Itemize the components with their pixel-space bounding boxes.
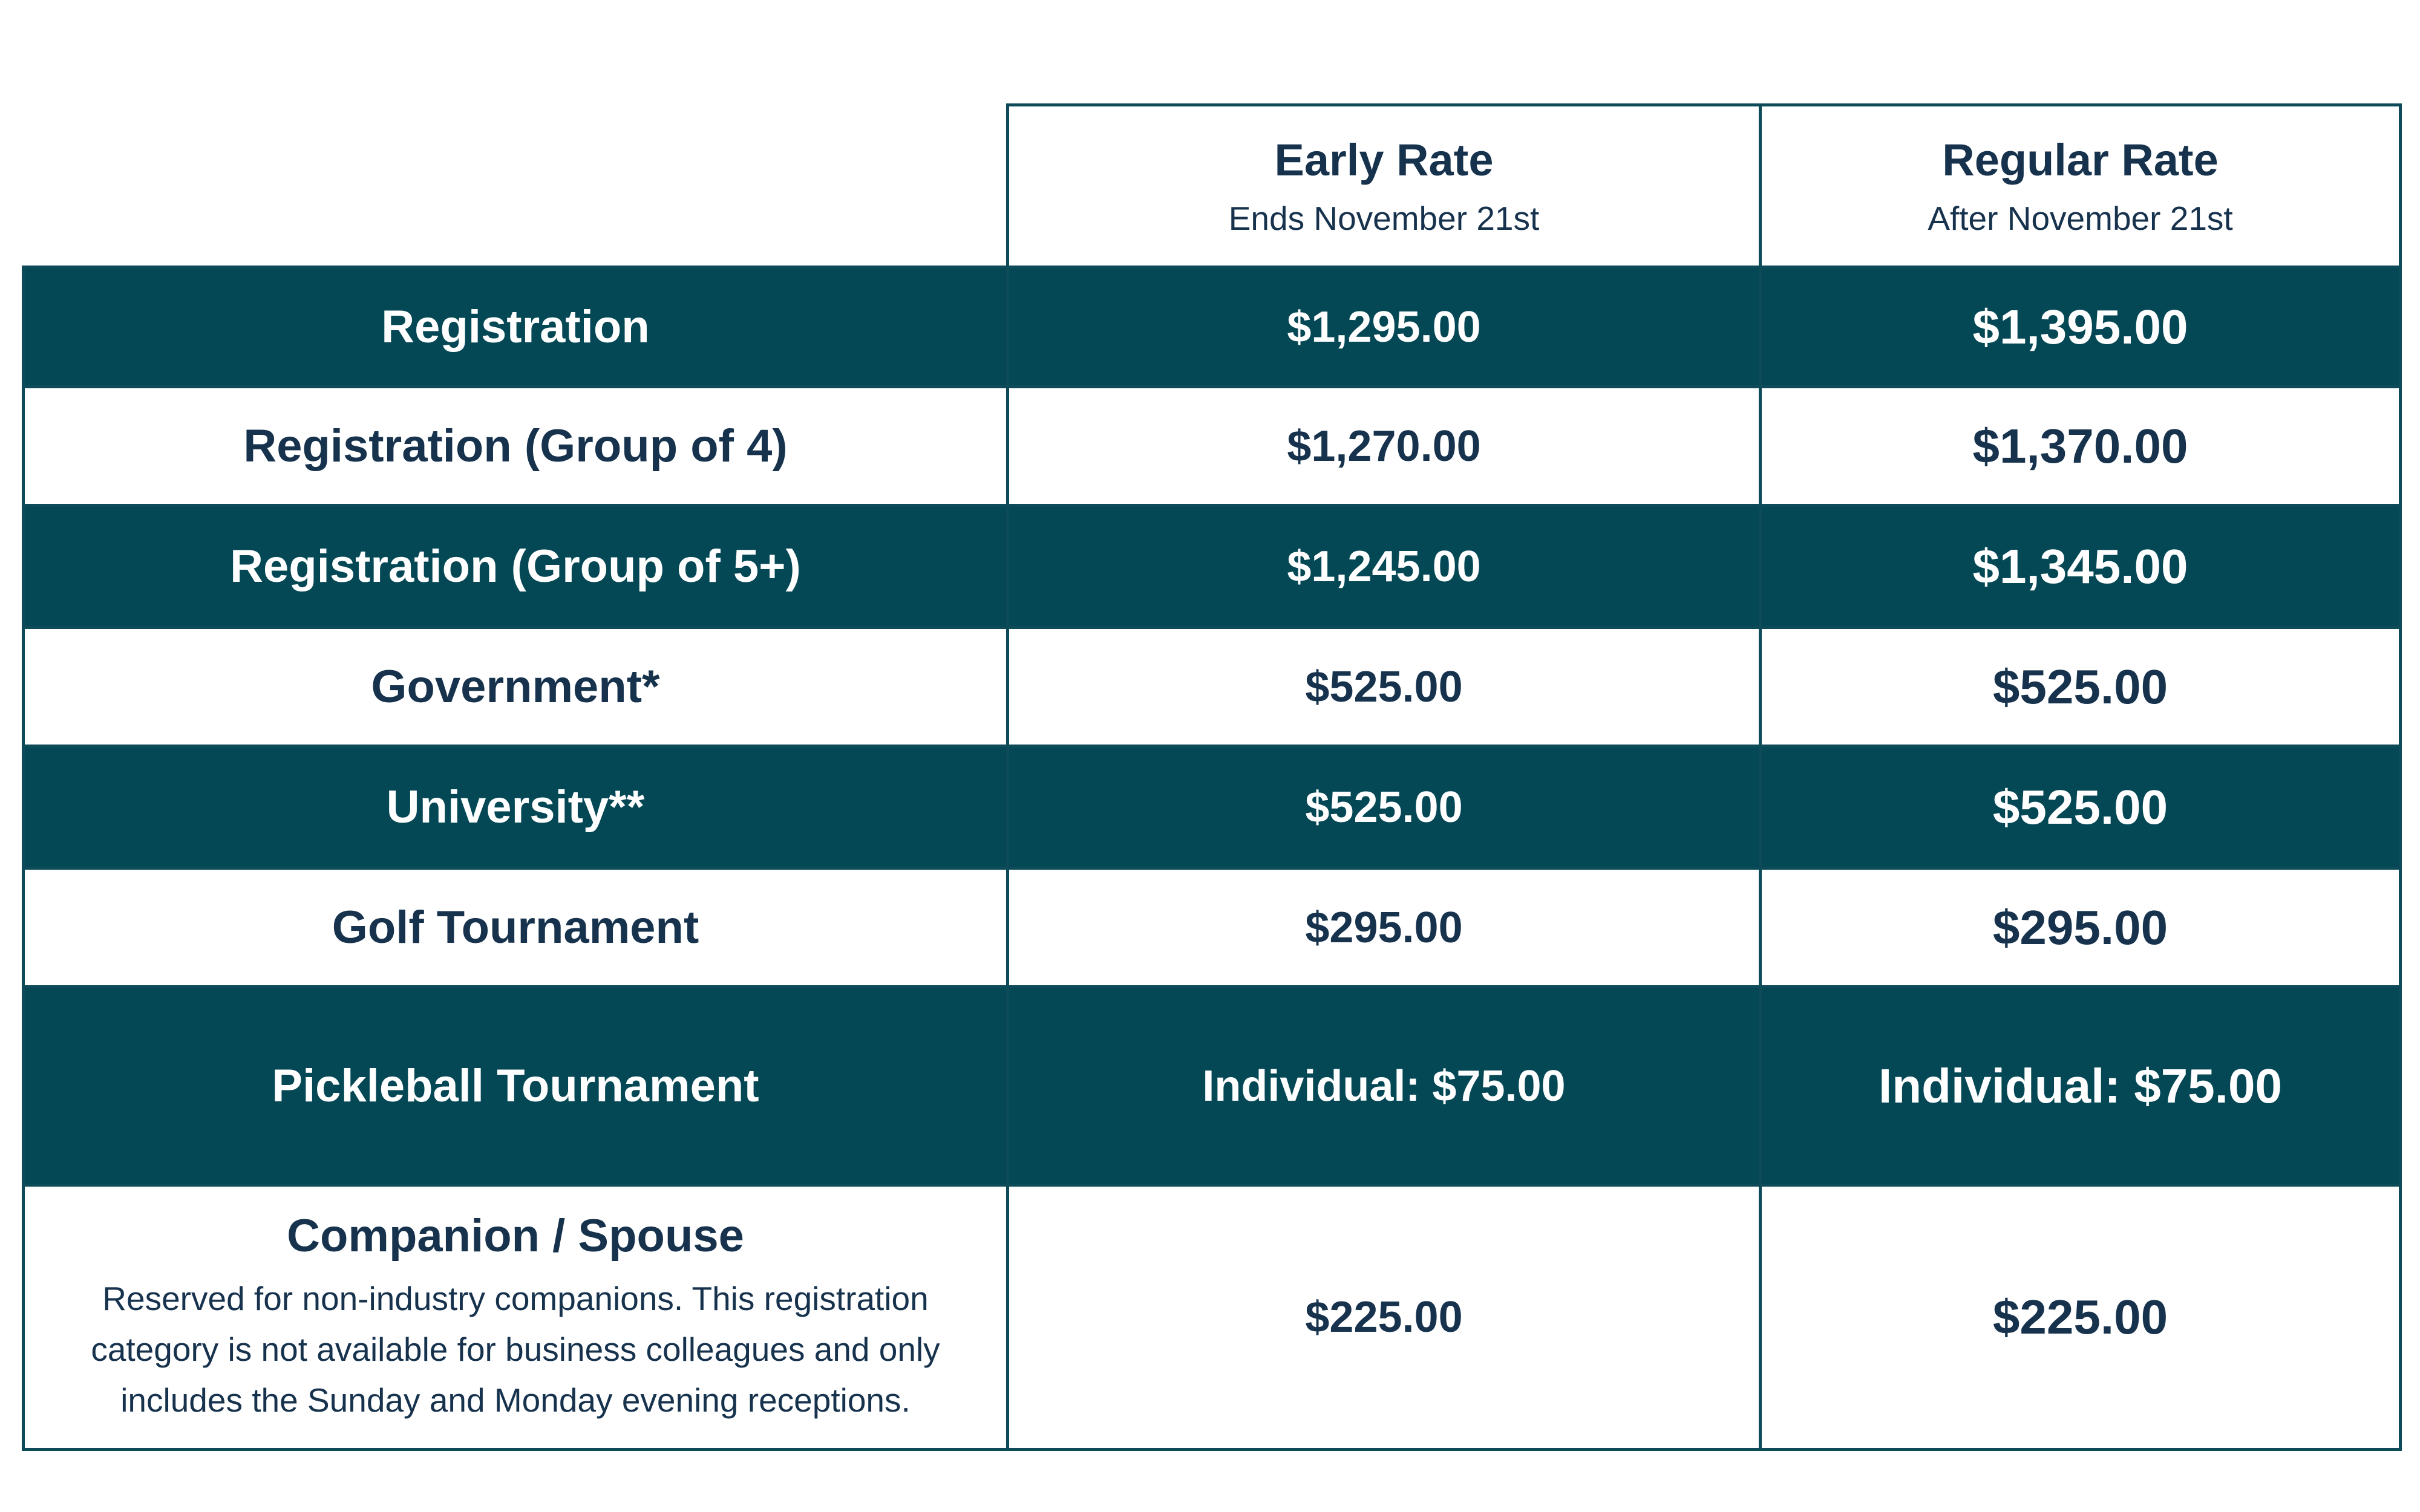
early-price: $1,270.00 [1008,387,1761,506]
early-price: Individual: $75.00 [1008,987,1761,1185]
table-row [24,506,2401,628]
row-label: Government* [24,628,1008,746]
regular-price: $1,395.00 [1761,267,2401,387]
early-price: $1,245.00 [1008,506,1761,628]
early-price: $295.00 [1008,868,1761,987]
early-rate-title: Early Rate [1274,134,1494,185]
regular-price: $525.00 [1761,628,2401,746]
row-label: Registration [24,267,1008,387]
row-label: University** [24,746,1008,868]
regular-price: $525.00 [1761,746,2401,868]
regular-price: $295.00 [1761,868,2401,987]
table-row [24,1185,2401,1450]
regular-price: $1,345.00 [1761,506,2401,628]
early-price: $525.00 [1008,628,1761,746]
table-row [24,628,2401,746]
pricing-table [22,103,2402,1451]
row-label: Companion / Spouse [287,1210,744,1262]
table-row [24,987,2401,1185]
table-row [24,267,2401,387]
table-row [24,387,2401,506]
table-row [24,868,2401,987]
companion-cell [24,1185,1008,1450]
table-row [24,746,2401,868]
companion-note: Reserved for non-industry companions. This registration category is not available for business colleagues and only includes the Sunday and Monday evening receptions. [91,1279,940,1419]
early-price: $1,295.00 [1008,267,1761,387]
regular-rate-subtitle: After November 21st [1928,200,2233,238]
row-label: Registration (Group of 4) [24,387,1008,506]
early-rate-subtitle: Ends November 21st [1228,200,1540,238]
early-price: $225.00 [1008,1185,1761,1450]
table-header-row [24,105,2401,267]
regular-price: Individual: $75.00 [1761,987,2401,1185]
header-regular-rate [1761,105,2401,267]
early-price: $525.00 [1008,746,1761,868]
regular-rate-title: Regular Rate [1942,134,2219,185]
header-empty-cell [24,105,1008,267]
row-label: Golf Tournament [24,868,1008,987]
row-label: Pickleball Tournament [24,987,1008,1185]
header-early-rate [1008,105,1761,267]
regular-price: $225.00 [1761,1185,2401,1450]
row-label: Registration (Group of 5+) [24,506,1008,628]
regular-price: $1,370.00 [1761,387,2401,506]
